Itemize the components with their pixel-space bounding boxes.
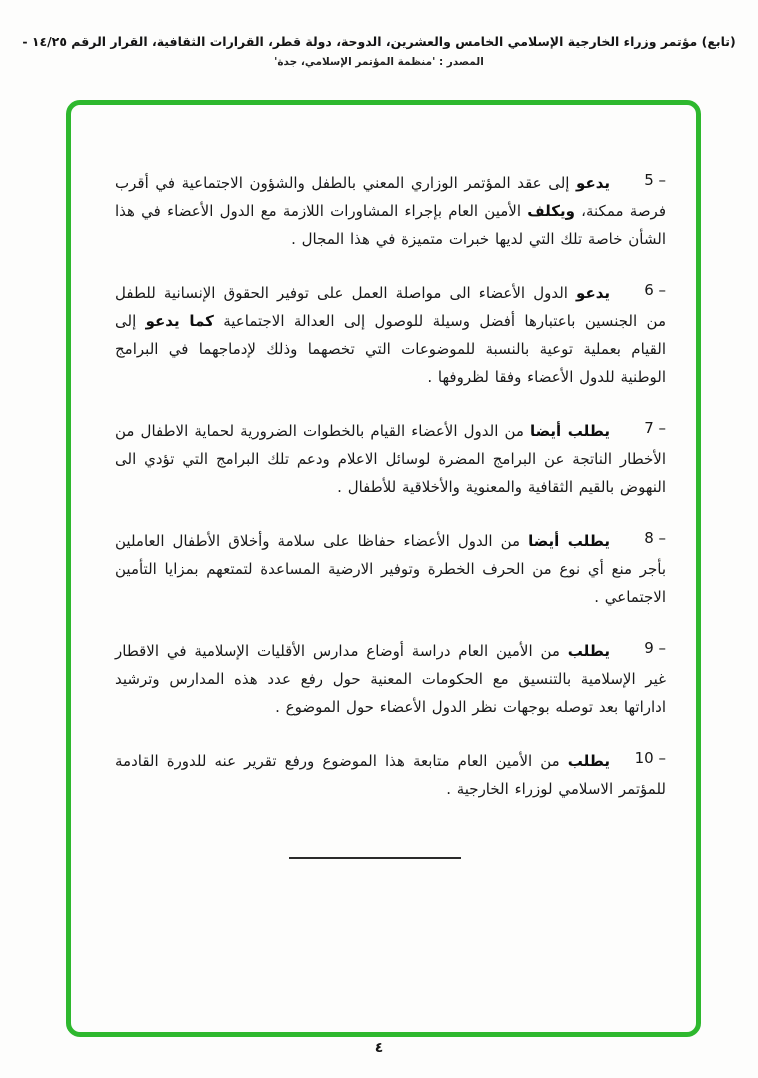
clause-body-text: الأمين العام بإجراء المشاورات اللازمة مع الدول الأعضاء في هذا الشأن خاصة تلك التي لديها خبرات متميزة في هذا المجال . bbox=[115, 202, 666, 248]
clause-text bbox=[115, 279, 666, 391]
clause-lead-word: يدعو bbox=[576, 174, 610, 192]
clause-number: 9 – bbox=[644, 639, 666, 657]
clause-lead-word: يدعو bbox=[576, 284, 610, 302]
green-border-frame bbox=[66, 100, 701, 1037]
clause-text bbox=[115, 747, 666, 803]
clause-number: 10 – bbox=[634, 749, 666, 767]
clause-body-text: إلى عقد المؤتمر الوزاري المعني بالطفل والشؤون الاجتماعية في أقرب فرصة ممكنة، bbox=[115, 174, 666, 220]
resolution-clause bbox=[115, 417, 666, 501]
clause-lead-word: يطلب أيضا bbox=[528, 532, 610, 550]
clause-text bbox=[115, 169, 666, 253]
clause-lead-word: يطلب أيضا bbox=[530, 422, 610, 440]
clause-lead-word: كما يدعو bbox=[145, 312, 214, 330]
clause-body-text: الدول الأعضاء الى مواصلة العمل على توفير الحقوق الإنسانية للطفل من الجنسين باعتبارها أفضل وسيلة للوصول إلى العدالة الاجتماعية bbox=[115, 284, 666, 330]
document-header bbox=[0, 34, 758, 68]
header-title-line: (تابع) مؤتمر وزراء الخارجية الإسلامي الخامس والعشرين، الدوحة، دولة قطر، القرارات الثقافية، القرار الرقم ١٤/٢٥ - bbox=[22, 34, 736, 49]
clause-number: 8 – bbox=[644, 529, 666, 547]
resolution-clause bbox=[115, 279, 666, 391]
clause-lead-word: يطلب bbox=[567, 752, 610, 770]
end-separator-line bbox=[289, 857, 461, 859]
resolution-clause bbox=[115, 169, 666, 253]
clause-lead-word: يطلب bbox=[567, 642, 610, 660]
resolution-clause bbox=[115, 637, 666, 721]
clause-lead-word: ويكلف bbox=[527, 202, 575, 220]
clause-body-text: إلى القيام بعملية توعية بالنسبة للموضوعات التي تخصهما وذلك لإدماجهما في البرامج الوطنية للدول الأعضاء وفقا لظروفها . bbox=[115, 312, 666, 386]
resolution-clause bbox=[115, 527, 666, 611]
header-source-line: المصدر : 'منظمة المؤتمر الإسلامي، جدة' bbox=[274, 56, 484, 68]
clause-number: 7 – bbox=[644, 419, 666, 437]
clause-body-text: من الأمين العام متابعة هذا الموضوع ورفع تقرير عنه للدورة القادمة للمؤتمر الاسلامي لوزراء الخارجية . bbox=[115, 752, 666, 798]
clause-number: 6 – bbox=[644, 281, 666, 299]
resolution-clause bbox=[115, 747, 666, 803]
clause-text bbox=[115, 417, 666, 501]
clause-body-text: من الدول الأعضاء القيام بالخطوات الضرورية لحماية الاطفال من الأخطار الناتجة عن البرامج المضرة لوسائل الاعلام ودعم تلك البرامج التي تؤدي الى النهوض بالقيم الثقافية والمعنوية والأخلاقية للأطفال . bbox=[115, 422, 666, 496]
clause-text bbox=[115, 637, 666, 721]
clause-text bbox=[115, 527, 666, 611]
clause-body-text: من الأمين العام دراسة أوضاع مدارس الأقليات الإسلامية في الاقطار غير الإسلامية بالتنسيق مع الحكومات المعنية حول رفع عدد هذه المدارس وترشيد اداراتها بعد توصله بوجهات نظر الدول الأعضاء حول الموضوع . bbox=[115, 642, 666, 716]
clause-number: 5 – bbox=[644, 171, 666, 189]
clause-body-text: من الدول الأعضاء حفاظا على سلامة وأخلاق الأطفال العاملين بأجر منع أي نوع من الحرف الخطرة وتوفير الارضية المساعدة لتمتعهم بمزايا التأمين الاجتماعي . bbox=[115, 532, 666, 606]
page-number: ٤ bbox=[374, 1040, 384, 1056]
resolution-clauses bbox=[115, 169, 666, 829]
